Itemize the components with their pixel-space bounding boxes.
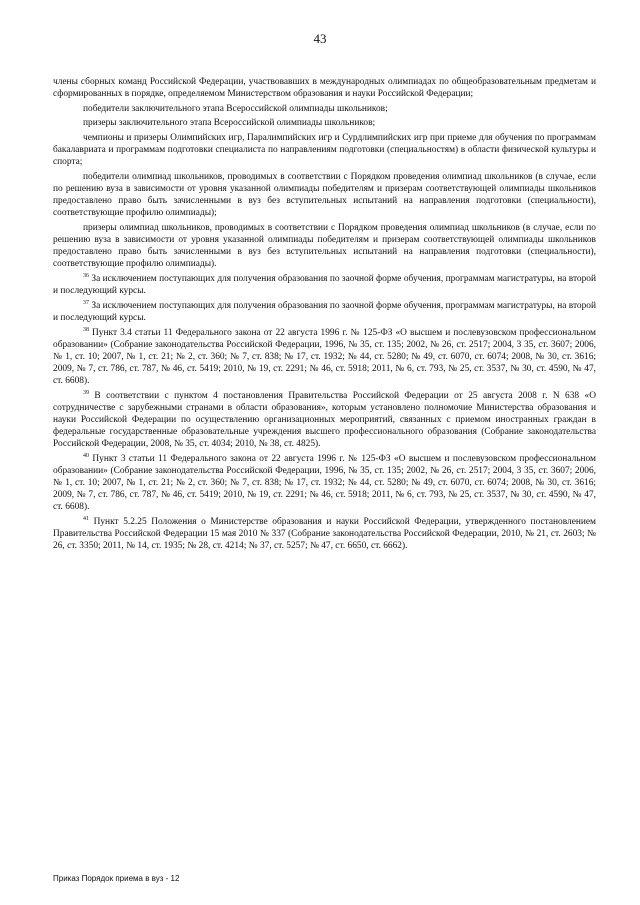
footnote-40 [53,453,596,513]
paragraph-final-stage-winners: победители заключительного этапа Всероссийской олимпиады школьников; [83,103,388,114]
footnote-text: За исключением поступающих для получения образования по заочной форме обучения, программам магистратуры, на второй и последующий курсы. [53,300,596,323]
footnote-41 [53,516,596,552]
footnote-number: 37 [83,299,89,306]
footnote-text: В соответствии с пунктом 4 постановления Правительства Российской Федерации от 25 августа 2008 г. N 638 «О сотрудничестве с зарубежными странами в области образования», которым установлено полномочие Министерства образования и науки Российской Федерации по осуществлению организационных мероприятий, связанных с приемом иностранных граждан в федеральные государственные образовательные учреждения высшего профессионального образования (Собрание законодательства Российской Федерации, 2008, № 35, ст. 4034; 2010, № 38, ст. 4825). [53,390,596,449]
page-body [53,76,596,555]
footnote-38 [53,327,596,387]
footnote-37 [53,300,596,324]
footnote-36 [53,273,596,297]
paragraph-final-stage-prizewinners: призеры заключительного этапа Всероссийской олимпиады школьников; [83,118,376,129]
footnote-number: 40 [83,452,89,459]
footnote-number: 41 [83,515,89,522]
footnote-text: Пункт 5.2.25 Положения о Министерстве образования и науки Российской Федерации, утвержденного постановлением Правительства Российской Федерации 15 мая 2010 № 337 (Собрание законодательства Российской Федерации, 2010, № 21, ст. 2603; № 26, ст. 3350; 2011, № 14, ст. 1935; № 28, ст. 4214; № 37, ст. 5257; № 47, ст. 6650, ст. 6662). [53,516,596,551]
footnote-39 [53,390,596,450]
footnote-text: Пункт 3 статьи 11 Федерального закона от 22 августа 1996 г. № 125-ФЗ «О высшем и послевузовском профессиональном образовании» (Собрание законодательства Российской Федерации, 1996, № 35, ст. 135; 2002, № 26, ст. 2517; 2004, 3 35, ст. 3607; 2006, № 1, ст. 10; 2007, № 1, ст. 21; № 2, ст. 360; № 7, ст. 838; № 17, ст. 1932; № 44, ст. 5280; № 49, ст. 6070, ст. 6074; 2008, № 30, ст. 3616; 2009, № 7, ст. 786, ст. 787, № 46, ст. 5419; 2010, № 19, ст. 2291; № 46, ст. 5918; 2011, № 6, ст. 793, № 25, ст. 3537, № 30, ст. 4590, № 47, ст. 6608). [53,453,596,513]
document-footer: Приказ Порядок приема в вуз - 12 [53,874,180,883]
footnote-number: 38 [83,326,89,333]
paragraph-olympiad-team-members: члены сборных команд Российской Федерации, участвовавших в международных олимпиадах по общеобразовательным предметам и сформированных в порядке, определяемом Министерством образования и науки Российской Федерации; [53,77,596,100]
paragraph-school-olympiad-winners: победители олимпиад школьников, проводимых в соответствии с Порядком проведения олимпиад школьников (в случае, если по решению вуза в зависимости от уровня указанной олимпиады победителям и призерам соответствующей олимпиады школьников предоставлено право быть зачисленными в вуз без вступительных испытаний на направления подготовки (специальности), соответствующие профилю олимпиады); [53,172,596,219]
page-number: 43 [313,31,327,46]
footnote-number: 39 [83,389,89,396]
footnote-text: За исключением поступающих для получения образования по заочной форме обучения, программам магистратуры, на второй и последующий курсы. [53,273,596,297]
footnote-text: Пункт 3.4 статьи 11 Федерального закона от 22 августа 1996 г. № 125-ФЗ «О высшем и послевузовском профессиональном образовании» (Собрание законодательства Российской Федерации, 1996, № 35, ст. 135; 2002, № 26, ст. 2517; 2004, 3 35, ст. 3607; 2006, № 1, ст. 10; 2007, № 1, ст. 21; № 2, ст. 360; № 7, ст. 838; № 17, ст. 1932; № 44, ст. 5280; № 49, ст. 6070, ст. 6074; 2008, № 30, ст. 3616; 2009, № 7, ст. 786, ст. 787, № 46, ст. 5419; 2010, № 19, ст. 2291; № 46, ст. 5918; 2011, № 6, ст. 793, № 25, ст. 3537, № 30, ст. 4590, № 47, ст. 6608). [53,327,596,386]
footnote-number: 36 [83,272,89,279]
paragraph-school-olympiad-prizewinners: призеры олимпиад школьников, проводимых в соответствии с Порядком проведения олимпиад школьников (в случае, если по решению вуза в зависимости от уровня указанной олимпиады победителям и призерам соответствующей олимпиады школьников предоставлено право быть зачисленными в вуз без вступительных испытаний на направления подготовки (специальности), соответствующие профилю олимпиады). [53,223,596,270]
paragraph-olympic-champions: чемпионы и призеры Олимпийских игр, Паралимпийских игр и Сурдлимпийских игр при приеме для обучения по программам бакалавриата и программам подготовки специалиста по направлениям подготовки (специальностям) в области физической культуры и спорта; [53,133,596,168]
